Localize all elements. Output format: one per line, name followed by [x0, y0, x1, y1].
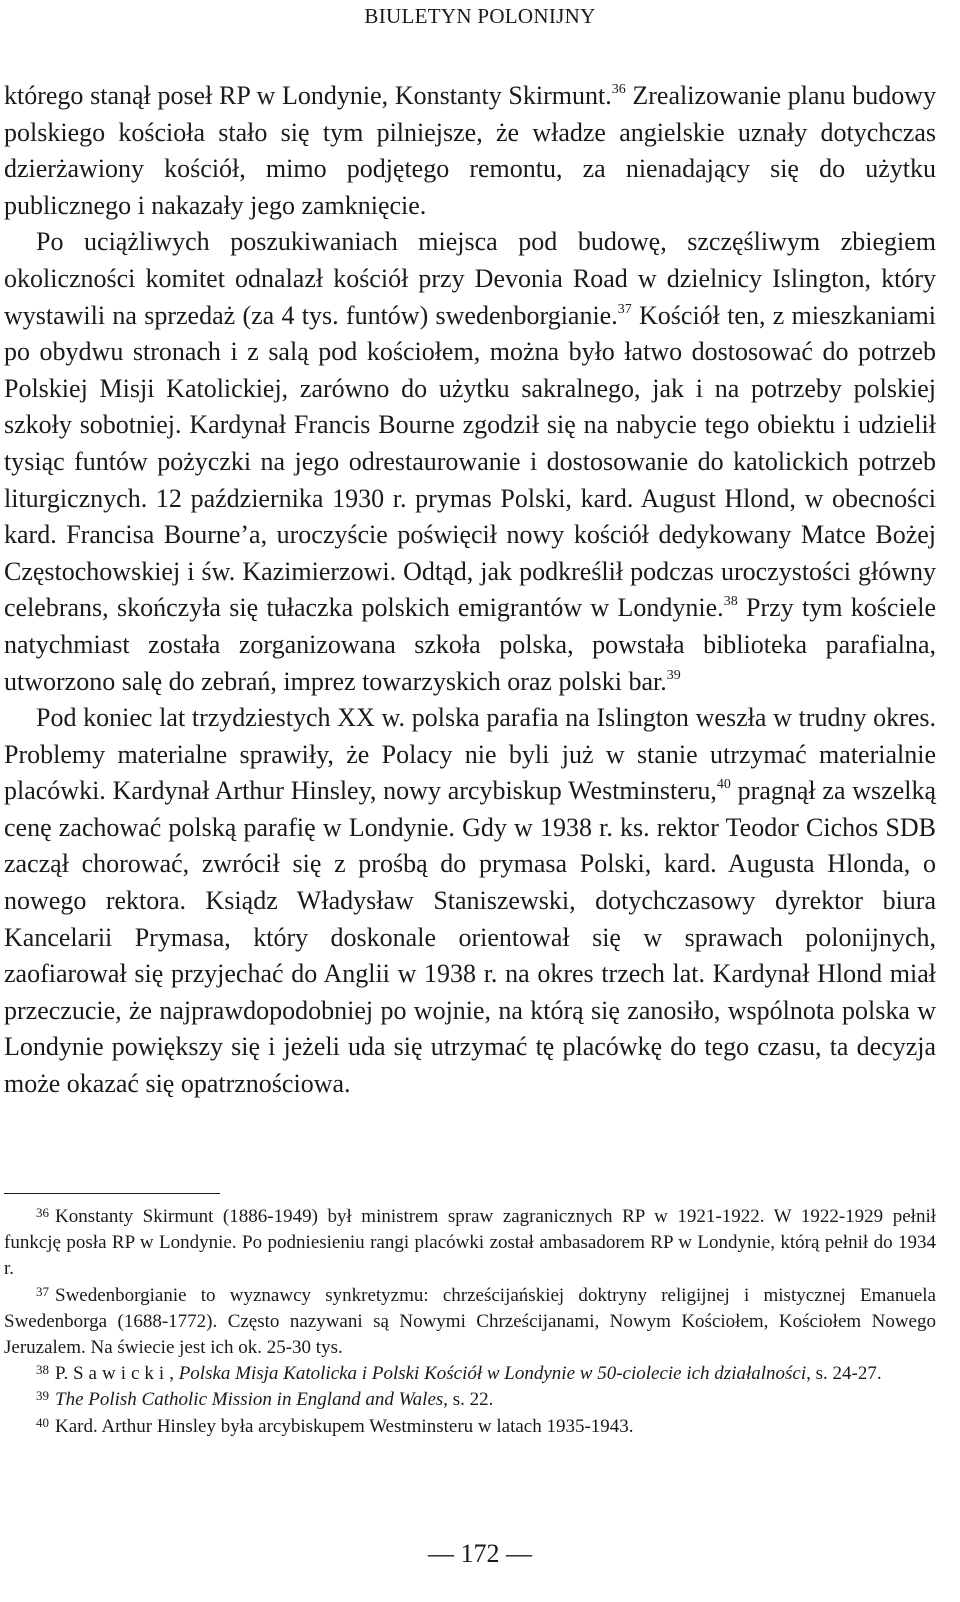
- footnote-39: $^{39}$ The Polish Catholic Mission in England and Wales, s. 22.: [36, 1388, 494, 1411]
- page-number: — 172 —: [428, 1539, 532, 1568]
- cited-title: The Polish Catholic Mission in England and Wales: [55, 1389, 444, 1411]
- footnote-ref-40[interactable]: 40: [716, 777, 731, 793]
- footnote-ref-38[interactable]: 38: [723, 594, 738, 610]
- footnote-ref-39[interactable]: 39: [666, 667, 681, 683]
- footnote-number: 36: [36, 1205, 49, 1220]
- footnotes: [4, 1204, 936, 1440]
- footnote-number: 40: [36, 1414, 49, 1430]
- footnote-38: $^{38}$ P. Sawicki, Polska Misja Katolicka i Polski Kościół w Londynie w 50-ciolecie ich działalności, s. 24-27.: [36, 1362, 882, 1385]
- footnote-36: $^{36}$ Konstanty Skirmunt (1886-1949) był ministrem spraw zagranicznych RP w 1921-1922. W 1922-1929 pełnił funkcję posła RP w Londynie. Po podniesieniu rangi placówki został ambasadorem RP w Londynie, którą pełnił do 1934 r.: [4, 1205, 936, 1280]
- footnote-number: 38: [36, 1362, 49, 1378]
- main-text: [4, 78, 936, 1103]
- footnote-40: $^{40}$ Kard. Arthur Hinsley była arcybiskupem Westminsteru w latach 1935-1943.: [36, 1414, 634, 1437]
- running-header: BIULETYN POLONIJNY: [364, 4, 596, 28]
- footnote-37: $^{37}$ Swedenborgianie to wyznawcy synkretyzmu: chrześcijańskiej doktryny religijnej i mistycznej Emanuela Swedenborga (1688-1772). Często nazywani są Nowymi Chrześcijanami, Nowym Kościołem, Kościołem Nowego Jeruzalem. Na świecie jest ich ok. 25-30 tys.: [4, 1283, 936, 1359]
- cited-title: Polska Misja Katolicka i Polski Kościół w Londynie w 50-ciolecie ich działalności: [178, 1363, 807, 1385]
- footnote-separator: [4, 1193, 220, 1194]
- footnote-ref-36[interactable]: 36: [611, 82, 626, 97]
- author-name: Sawicki: [72, 1363, 170, 1385]
- paragraph-1: którego stanął poseł RP w Londynie, Konstanty Skirmunt.$^{36}$ Zrealizowanie planu budowy polskiego kościoła stało się tym pilniejsze, że władze angielskie uznały dotychczas dzierżawiony kościół, mimo podjętego remontu, za nienadający się do użytku publicznego i nakazały jego zamknięcie.: [4, 81, 936, 220]
- footnote-number: 39: [36, 1388, 49, 1404]
- paragraph-3: Pod koniec lat trzydziestych XX w. polska parafia na Islington weszła w trudny okres. Problemy materialne sprawiły, że Polacy nie byli już w stanie utrzymać materialnie placówki. Kardynał Arthur Hinsley, nowy arcybiskup Westminsteru,$^{40}$ pragnął za wszelką cenę zachować polską parafię w Londynie. Gdy w 1938 r. ks. rektor Teodor Cichos SDB zaczął chorować, zwrócił się z prośbą do prymasa Polski, kard. Augusta Hlonda, o nowego rektora. Ksiądz Władysław Staniszewski, dotychczasowy dyrektor biura Kancelarii Prymasa, który doskonale orientował się w sprawach polonijnych, zaofiarował się przyjechać do Anglii w 1938 r. na okres trzech lat. Kardynał Hlond miał przeczucie, że najprawdopodobniej po wojnie, na którą się zanosiło, wspólnota polska w Londynie powiększy się i jeżeli uda się utrzymać tę placówkę do tego czasu, ta decyzja może okazać się opatrznościowa.: [4, 703, 936, 1099]
- paragraph-2: Po uciążliwych poszukiwaniach miejsca pod budowę, szczęśliwym zbiegiem okoliczności komitet odnalazł kościół przy Devonia Road w dzielnicy Islington, który wystawili na sprzedaż (za 4 tys. funtów) swedenborgianie.$^{37}$ Kościół ten, z mieszkaniami po obydwu stronach i z salą pod kościołem, można było łatwo dostosować do potrzeb Polskiej Misji Katolickiej, zarówno do użytku sakralnego, jak i na potrzeby polskiej szkoły sobotniej. Kardynał Francis Bourne zgodził się na nabycie tego obiektu i udzielił tysiąc funtów pożyczki na jego odrestaurowanie i dostosowanie do katolickich potrzeb liturgicznych. 12 października 1930 r. prymas Polski, kard. August Hlond, w obecności kard. Francisa Bourne’a, uroczyście poświęcił nowy kościół dedykowany Matce Bożej Częstochowskiej i św. Kazimierzowi. Odtąd, jak podkreślił podczas uroczystości główny celebrans, skończyła się tułaczka polskich emigrantów w Londynie.$^{38}$ Przy tym kościele natychmiast została zorganizowana szkoła polska, powstała biblioteka parafialna, utworzono salę do zebrań, imprez towarzyskich oraz polski bar.$^{39}$: [4, 227, 936, 696]
- footnote-number: 37: [36, 1283, 49, 1299]
- footnote-ref-37[interactable]: 37: [617, 301, 632, 317]
